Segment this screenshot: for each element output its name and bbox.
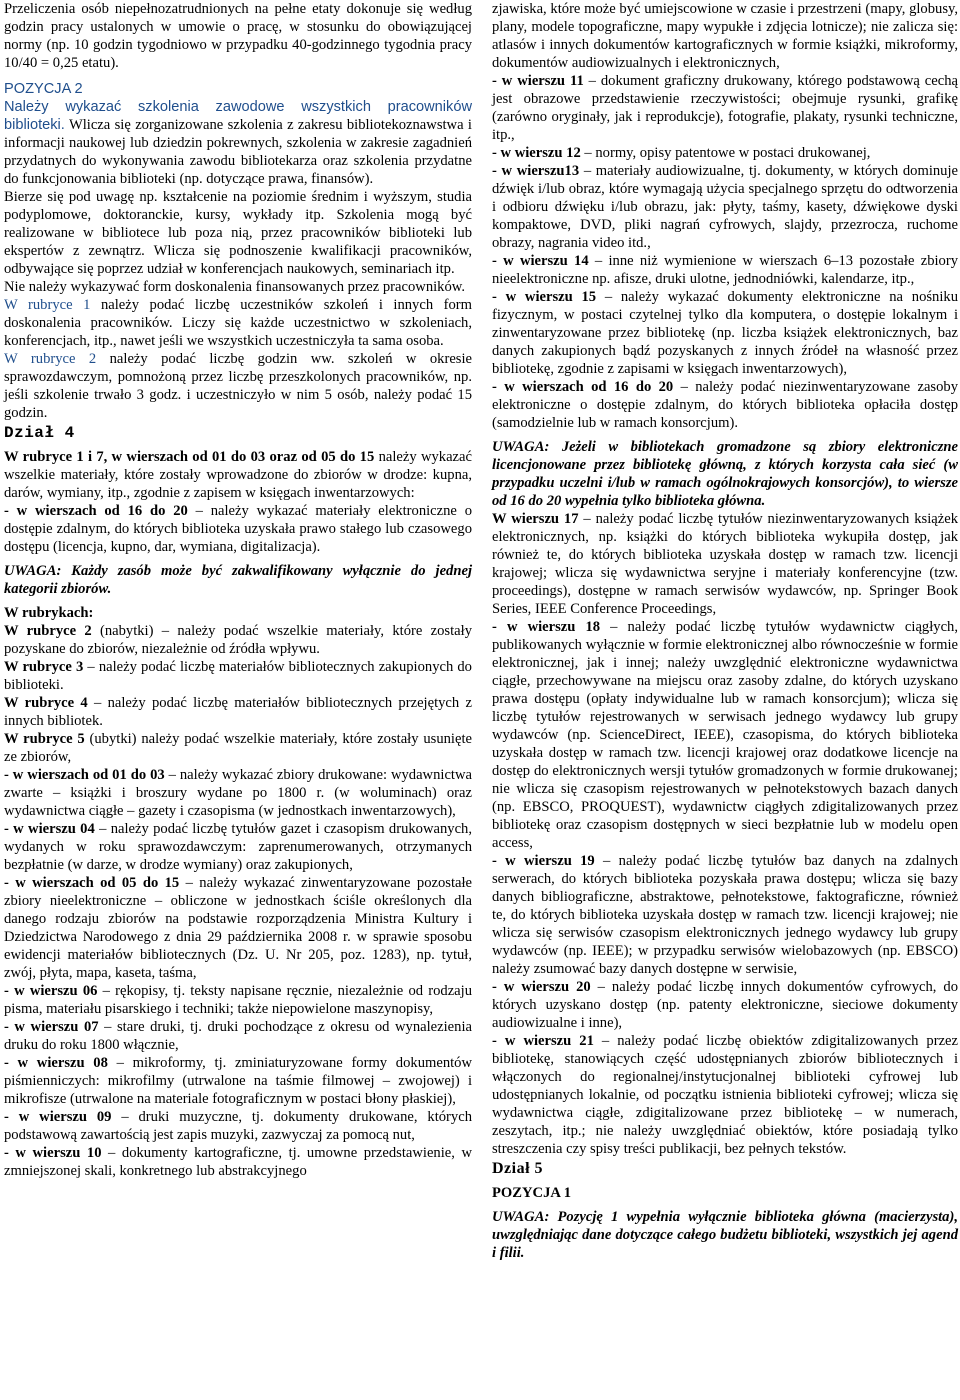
d4-rows-16-20-bold: - w wierszach od 16 do 20 xyxy=(4,503,188,519)
paragraph-w15 xyxy=(492,288,958,378)
w11-text: – dokument graficzny drukowany, którego podstawową cechą jest obrazowe przedstawienie rzeczywistości; obejmuje rysunki, grafikę (zarówno oryginały, jak i reprodukcje), fotografie, plakaty, rysunki techniczne, itp., xyxy=(492,73,958,143)
w05-label: - w wierszach od 05 do 15 xyxy=(4,875,180,891)
w16-20-text: – należy podać niezinwentaryzowane zasoby elektroniczne o dostępie zdalnym, do których biblioteka opłaciła dostęp (samodzielnie lub w ramach konsorcjum). xyxy=(492,379,958,431)
w09-text: – druki muzyczne, tj. dokumenty drukowane, których podstawową zawartością jest zapis muzyki, zazwyczaj za pomocą nut, xyxy=(4,1109,472,1143)
paragraph-w05 xyxy=(4,874,472,982)
paragraph-cartographic-cont: zjawiska, które może być umiejscowione w czasie i przestrzeni (mapy, globusy, plany, modele topograficzne, mapy wypukłe i zdjęcia lotnicze); nie zalicza się: atlasów i innych dokumentów kartograficznych w formie książki, mikroformy, dokumentów audiowizualnych i elektronicznych, xyxy=(492,1,958,71)
paragraph-w11 xyxy=(492,72,958,144)
w14-label: - w wierszu 14 xyxy=(492,253,589,269)
paragraph-w19 xyxy=(492,852,958,978)
w07-label: - w wierszu 07 xyxy=(4,1019,99,1035)
rubric-2-text: należy podać liczbę godzin ww. szkoleń w okresie sprawozdawczym, pomnożoną przez liczbę przeszkolonych pracowników, np. jeśli szkolenie trwało 3 godz. i uczestniczyło w nim 5 osób, należy podać 15 godzin. xyxy=(4,351,473,421)
w14-text: – inne niż wymienione w wierszach 6–13 pozostałe zbiory nieelektroniczne np. afisze, druki ulotne, jednodniówki, kalendarze, itp., xyxy=(492,253,958,287)
w06-text: – rękopisy, tj. teksty napisane ręcznie, niezależnie od rodzaju pisma, materiału pisarskiego i techniki; także niepowielone maszynopisy, xyxy=(4,983,473,1017)
rubric-2-label: W rubryce 2 xyxy=(4,351,97,367)
w07-text: – stare druki, tj. druki pochodzące z okresu od wynalezienia druku do roku 1800 włącznie, xyxy=(4,1019,472,1053)
d4-intro-bold: W rubryce 1 i 7, w wierszach od 01 do 03 oraz od 05 do 15 xyxy=(4,449,375,465)
paragraph-w10 xyxy=(4,1144,472,1180)
r5-text: (ubytki) należy podać wszelkie materiały, które zostały usunięte ze zbiorów, xyxy=(4,731,472,765)
paragraph-trainings xyxy=(4,98,472,188)
w21-label: - w wierszu 21 xyxy=(492,1033,594,1049)
w10-label: - w wierszu 10 xyxy=(4,1145,102,1161)
paragraph-r5 xyxy=(4,730,472,766)
w06-label: - w wierszu 06 xyxy=(4,983,98,999)
w20-label: - w wierszu 20 xyxy=(492,979,591,995)
heading-dzial-4: Dział 4 xyxy=(4,424,75,442)
paragraph-d4-intro xyxy=(4,448,472,502)
w04-text: – należy podać liczbę tytułów gazet i czasopism drukowanych, wydanych w roku sprawozdawczym: zaprenumerowanych, otrzymanych bezpłatnie (w darze, w drodze wymiany) oraz zakupionych, xyxy=(4,821,473,873)
r4-label: W rubryce 4 xyxy=(4,695,88,711)
paragraph-d4-rows-16-20 xyxy=(4,502,472,556)
r2-label: W rubryce 2 xyxy=(4,623,92,639)
r5-label: W rubryce 5 xyxy=(4,731,85,747)
r3-label: W rubryce 3 xyxy=(4,659,84,675)
w08-text: – mikroformy, tj. zminiaturyzowane formy dokumentów piśmienniczych: mikrofilmy (utrwalone na taśmie filmowej – zwojowej) i mikrofisze (utrwalone na materiale fotograficznym w postaci błony płaskiej), xyxy=(4,1055,473,1107)
w15-label: - w wierszu 15 xyxy=(492,289,597,305)
w08-label: - w wierszu 08 xyxy=(4,1055,108,1071)
paragraph-w13 xyxy=(492,162,958,252)
w05-text: – należy wykazać zinwentaryzowane pozostałe zbiory nieelektroniczne – obliczone w jednostkach ściśle określonych dla danego rodzaju zbiorów na podstawie rozporządzenia Ministra Kultury i Dziedzictwa Narodowego z dnia 29 października 2008 r. w sprawie sposobu ewidencji materiałów bibliotecznych (Dz. U. Nr 205, poz. 1283), np. tytuł, zwój, płyta, mapa, kaseta, taśma, xyxy=(4,875,473,981)
paragraph-not-reported: Nie należy wykazywać form doskonalenia finansowanych przez pracowników. xyxy=(4,279,466,295)
w18-text: – należy podać liczbę tytułów wydawnictw ciągłych, publikowanych wyłącznie w formie elektronicznej albo równocześnie w formie elektronicznej, jak i innej; należy uwzględnić elektroniczne wydawnictwa ciągłe, przechowywane na miejscu oraz zasoby zdalne, do których uzyskano prawa dostępu (opłaty indywidualne lub w ramach konsorcjum); wlicza się liczbę tytułów rejestrowanych w serwisach jednego wydawcy lub grupy wydawców (np. ScienceDirect, IEEE), czasopisma, do których biblioteka uzyskała dostęp w ramach tzw. licencji krajowej oraz dodatkowe licencje na dostęp do elektronicznych wersji tytułów gromadzonych w formie drukowanej; nie wlicza się czasopism rejestrowanych w pełnotekstowych bazach danych (np. EBSCO, PROQUEST), wydawnictw ciągłych zdigitalizowanych przez bibliotekę oraz czasopism dostępnych w sieci bezpłatnie lub w modelu open access, xyxy=(492,619,958,851)
w01-label: - w wierszach od 01 do 03 xyxy=(4,767,165,783)
right-column xyxy=(488,0,958,1400)
r4-text: – należy podać liczbę materiałów bibliotecznych przejętych z innych bibliotek. xyxy=(4,695,472,729)
trainings-text: Wlicza się zorganizowane szkolenia z zakresu bibliotekoznawstwa i informacji naukowej lub dziedzin pokrewnych, szkolenia w zakresie zagadnień przydatnych do wykonywania zawodu bibliotekarza oraz szkolenia przydatne do funkcjonowania biblioteki (np. dotyczące prawa, finansów). xyxy=(4,117,472,187)
paragraph-w06 xyxy=(4,982,472,1018)
left-column xyxy=(2,0,472,1400)
w04-label: - w wierszu 04 xyxy=(4,821,95,837)
paragraph-rubric-2 xyxy=(4,350,472,422)
w17-label: W wierszu 17 xyxy=(492,511,579,527)
w13-label: - w wierszu13 xyxy=(492,163,580,179)
w10-text: – dokumenty kartograficzne, tj. umowne przedstawienie, w zmniejszonej skali, konkretnego lub abstrakcyjnego xyxy=(4,1145,473,1179)
w15-text: – należy wykazać dokumenty elektroniczne na nośniku fizycznym, w postaci czytelnej tylko dla komputera, o dostępie lokalnym i zinwentaryzowane przez bibliotekę (np. liczba książek elektronicznych, baz danych zakupionych bądź pozyskanych z innych źródeł na własność przez bibliotekę, zgodnie z zapisami w księgach inwentarzowych), xyxy=(492,289,959,377)
paragraph-part-time-conversion: Przeliczenia osób niepełnozatrudnionych na pełne etaty dokonuje się według godzin pracy ustalonych w umowie o pracę, w stosunku do obowiązującej normy (np. 10 godzin tygodniowo w przypadku 40-godzinnego tygodnia pracy 10/40 = 0,25 etatu). xyxy=(4,1,472,71)
w09-label: - w wierszu 09 xyxy=(4,1109,112,1125)
trainings-lead: Należy wykazać szkolenia zawodowe wszystkich pracowników biblioteki. xyxy=(4,99,472,133)
note-uwaga-position-1: UWAGA: Pozycję 1 wypełnia wyłącznie biblioteka główna (macierzysta), uwzględniając dane dotyczące całego budżetu biblioteki, wszystkich jej agend i filii. xyxy=(492,1209,958,1261)
w01-text: – należy wykazać zbiory drukowane: wydawnictwa zwarte – książki i broszury wydane po 1800 r. (w woluminach) oraz wydawnictwa ciągłe – gazety i czasopisma (w jednostkach inwentarzowych), xyxy=(4,767,472,819)
paragraph-w01 xyxy=(4,766,472,820)
paragraph-r3 xyxy=(4,658,472,694)
w19-text: – należy podać liczbę tytułów baz danych na zdalnych serwerach, do których biblioteka pozyskała prawa dostępu; wlicza się bazy danych bibliograficzne, abstraktowe, pełnotekstowe, faktograficzne, również te, do których biblioteka uzyskała dostęp w ramach tzw. licencji krajowej; nie wlicza się serwisów czasopism elektronicznych jednego wydawcy lub grupy wydawców (np. IEEE); w przypadku serwisów wielobazowych (np. EBSCO) należy zsumować bazy danych dostępne w serwisie, xyxy=(492,853,958,977)
w12-label: - w wierszu 12 xyxy=(492,145,581,161)
r3-text: – należy podać liczbę materiałów bibliotecznych zakupionych do biblioteki. xyxy=(4,659,472,693)
w19-label: - w wierszu 19 xyxy=(492,853,595,869)
paragraph-w18 xyxy=(492,618,958,852)
r2-text: (nabytki) – należy podać wszelkie materiały, które zostały pozyskane do zbiorów, niezależnie od źródła wpływu. xyxy=(4,623,472,657)
paragraph-w07 xyxy=(4,1018,472,1054)
paragraph-w16-20 xyxy=(492,378,958,432)
note-uwaga-licensed: UWAGA: Jeżeli w bibliotekach gromadzone są zbiory elektroniczne licencjonowane przez bibliotekę główną, z których korzysta cała sieć (w przypadku uczelni i/lub w ramach ogólnokrajowych konsorcjów), to wiersze od 16 do 20 wypełnia tylko biblioteka główna. xyxy=(492,439,958,509)
paragraph-considerations: Bierze się pod uwagę np. kształcenie na poziomie średnim i wyższym, studia podyplomowe, doktoranckie, kursy, wykłady itp. Szkolenia mogą być realizowane w bibliotece lub poza nią, przez pracowników biblioteki lub ekspertów z zewnątrz. Wlicza się podnoszenie kwalifikacji pracowników, odbywające się poprzez udział w konferencjach naukowych, seminariach itp. xyxy=(4,189,472,277)
w13-text: – materiały audiowizualne, tj. dokumenty, w których dominuje dźwięk i/lub obraz, które wymagają użycia specjalnego sprzętu do odtworzenia i odbioru dźwięku i/lub obrazu, jak: płyty, taśmy, kasety, dźwiękowe dyski kompaktowe, DVD, pliki nagrań cyfrowych, slajdy, przezrocza, ruchome obrazy, nagrania video itd., xyxy=(492,163,958,251)
w18-label: - w wierszu 18 xyxy=(492,619,601,635)
w17-text: – należy podać liczbę tytułów niezinwentaryzowanych książek elektronicznych, np. książki do których biblioteka wykupiła dostęp, jak również te, do których biblioteka uzyskała dostęp w ramach tzw. licencji krajowej; wlicza się wydawnictwa seryjne i materiały konferencyjne (tzw. proceedings), dostępne w ramach serwisów wydawców, np. Springer Book Series, IEEE Conference Proceedings, xyxy=(492,511,958,617)
d4-rows-16-20-text: – należy wykazać materiały elektroniczne o dostępie zdalnym, do których biblioteka uzyskała prawo stałego lub czasowego dostępu (licencja, kupno, dar, wymiana, digitalizacja). xyxy=(4,503,472,555)
rubric-1-text: należy podać liczbę uczestników szkoleń i innych form doskonalenia pracowników. Liczy się każde uczestnictwo w szkoleniach, konferencjach, itp., nawet jeśli we wszystkich uczestniczyła ta sama osoba. xyxy=(4,297,473,349)
w12-text: – normy, opisy patentowe w postaci drukowanej, xyxy=(580,145,871,161)
paragraph-w21 xyxy=(492,1032,958,1158)
heading-pozycja-2: POZYCJA 2 xyxy=(4,81,83,97)
w11-label: - w wierszu 11 xyxy=(492,73,584,89)
heading-dzial-5: Dział 5 xyxy=(492,1160,544,1177)
w20-text: – należy podać liczbę innych dokumentów cyfrowych, do których uzyskano dostęp (np. patenty elektroniczne, sieciowe dokumenty audiowizualne i inne), xyxy=(492,979,958,1031)
paragraph-r4 xyxy=(4,694,472,730)
w21-text: – należy podać liczbę obiektów zdigitalizowanych przez bibliotekę, stanowiących część udostępnianych zbiorów bibliotecznych i włączonych do regionalnej/instytucjonalnej biblioteki cyfrowej lub udostępnianych lokalnie, od początku istnienia biblioteki cyfrowej; wlicza się wydawnictwa ciągłe, zdigitalizowane przez bibliotekę – w numerach, zeszytach, itp.; nie należy uwzględniać obiektów, które posiadają tylko streszczenia czy spisy treści publikacji, bez pełnych tekstów. xyxy=(492,1033,958,1157)
paragraph-w04 xyxy=(4,820,472,874)
w16-20-label: - w wierszach od 16 do 20 xyxy=(492,379,674,395)
heading-w-rubrykach: W rubrykach: xyxy=(4,605,94,621)
paragraph-w20 xyxy=(492,978,958,1032)
paragraph-r2 xyxy=(4,622,472,658)
d4-intro-text: należy wykazać wszelkie materiały, które zostały wprowadzone do zbiorów w drodze: kupna, darów, wymiany, itp., zgodnie z zapisem w księgach inwentarzowych: xyxy=(4,449,472,501)
paragraph-w09 xyxy=(4,1108,472,1144)
paragraph-w14 xyxy=(492,252,958,288)
heading-pozycja-1: POZYCJA 1 xyxy=(492,1185,572,1201)
paragraph-w17 xyxy=(492,510,958,618)
paragraph-w12 xyxy=(492,144,958,162)
note-uwaga-category: UWAGA: Każdy zasób może być zakwalifikowany wyłącznie do jednej kategorii zbiorów. xyxy=(4,563,472,597)
rubric-1-label: W rubryce 1 xyxy=(4,297,91,313)
paragraph-rubric-1 xyxy=(4,296,472,350)
paragraph-w08 xyxy=(4,1054,472,1108)
